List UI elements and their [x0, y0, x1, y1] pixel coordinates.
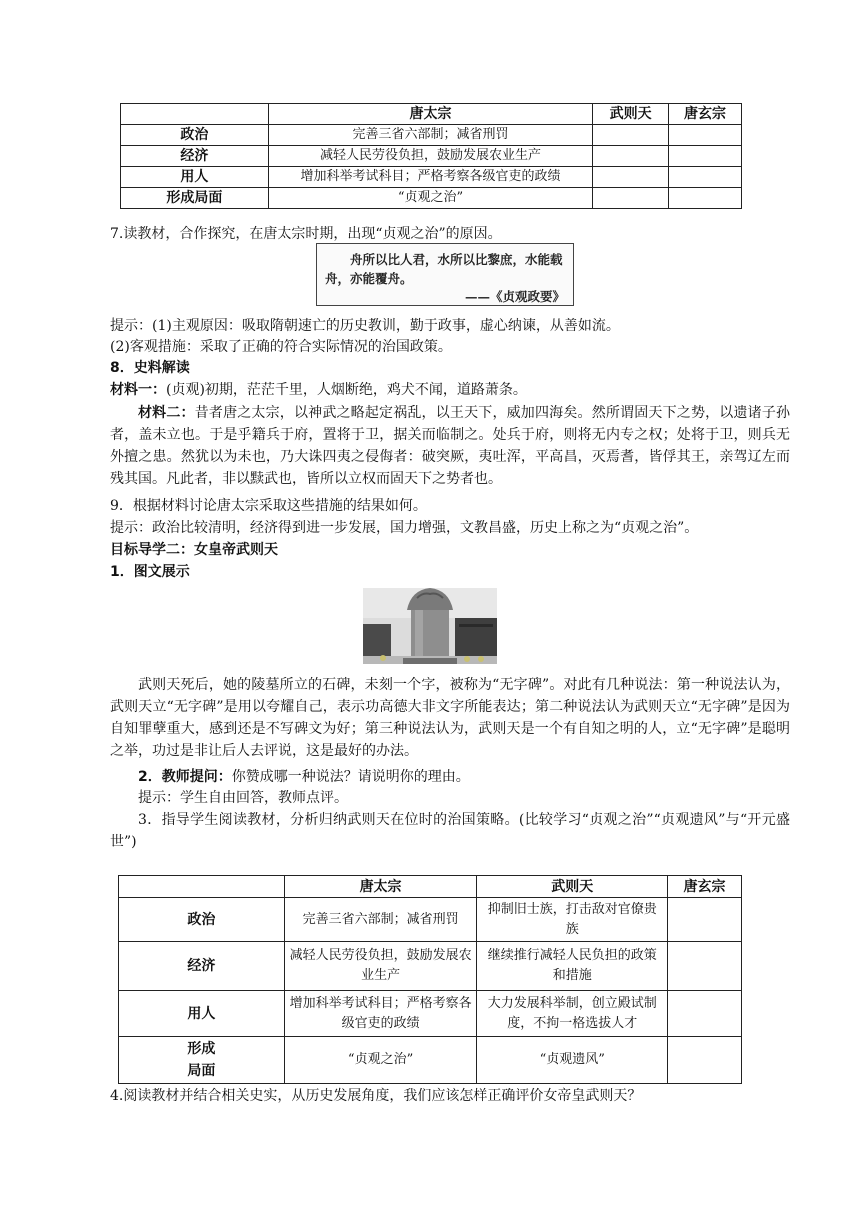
material-2-label: 材料二：: [138, 405, 195, 421]
question-7: 7.读教材，合作探究，在唐太宗时期，出现“贞观之治”的原因。: [110, 226, 502, 242]
cell-taizong: 增加科举考试科目；严格考察各级官吏的政绩: [284, 991, 477, 1037]
material-1-text: (贞观)初期，茫茫千里，人烟断绝，鸡犬不闻，道路萧条。: [166, 382, 527, 398]
table-row: [121, 125, 742, 146]
cell-empty: [669, 146, 742, 167]
table-row: [119, 942, 742, 991]
quote-text: 舟所以比人君，水所以比黎庶，水能载舟，亦能覆舟。: [325, 252, 563, 286]
cell-empty: [593, 188, 669, 209]
quote-box: [316, 243, 574, 306]
header-cell: 唐玄宗: [668, 876, 742, 898]
cell-empty: [668, 991, 742, 1037]
cell-taizong: 减轻人民劳役负担，鼓励发展农业生产: [284, 942, 477, 991]
cell-wu: 继续推行减轻人民负担的政策和措施: [477, 942, 668, 991]
cell-empty: [669, 188, 742, 209]
cell-empty: [668, 898, 742, 942]
cell-taizong: 完善三省六部制；减省刑罚: [268, 125, 592, 146]
cell-taizong: 减轻人民劳役负担，鼓励发展农业生产: [268, 146, 592, 167]
cell-wu: 大力发展科举制，创立殿试制度，不拘一格选拔人才: [477, 991, 668, 1037]
section-3: 3．指导学生阅读教材，分析归纳武则天在位时的治国策略。(比较学习“贞观之治”“贞观遗风”与“开元盛世”): [110, 812, 790, 850]
table-row: [121, 167, 742, 188]
cell-empty: [593, 167, 669, 188]
cell-empty: [669, 125, 742, 146]
cell-empty: [668, 1037, 742, 1084]
table-row: [119, 1037, 742, 1084]
row-label: 用人: [121, 167, 269, 188]
header-cell: 武则天: [593, 104, 669, 125]
section-2: [110, 766, 790, 788]
header-cell: 唐太宗: [284, 876, 477, 898]
section-1-heading: 1．图文展示: [110, 564, 190, 580]
wordless-stele-paragraph: 武则天死后，她的陵墓所立的石碑，未刻一个字，被称为“无字碑”。对此有几种说法：第一种说法认为，武则天立“无字碑”是用以夸耀自己，表示功高德大非文字所能表达；第二种说法认为武则天立“无字碑”是因为自知罪孽重大，感到还是不写碑文为好；第三种说法认为，武则天是一个有自知之明的人，立“无字碑”是聪明之举，功过是非让后人去评说，这是最好的办法。: [110, 677, 790, 759]
hint-section-2: 提示：学生自由回答，教师点评。: [138, 790, 348, 806]
cell-empty: [593, 146, 669, 167]
header-cell: 唐玄宗: [669, 104, 742, 125]
table-header-row: [121, 104, 742, 125]
table-row: [121, 188, 742, 209]
header-cell: [119, 876, 285, 898]
material-2: [110, 402, 790, 490]
hint-7-1: 提示：(1)主观原因：吸取隋朝速亡的历史教训，勤于政事，虚心纳谏，从善如流。: [110, 318, 620, 334]
table-header-row: [119, 876, 742, 898]
row-label-text: 形成局面: [187, 1041, 216, 1079]
material-2-text: 昔者唐之太宗，以神武之略起定祸乱，以王天下，威加四海矣。然所谓固天下之势，以遗诸子孙者，盖未立也。于是乎籍兵于府，置将于卫，据关而临制之。处兵于府，则将无内专之权；处将于卫，则兵无外擅之患。然犹以为未也，乃大诛四夷之侵侮者：破突厥，夷吐浑，平高昌，灭焉耆，皆俘其王，亲驾辽左而残其国。凡此者，非以黩武也，皆所以立权而固天下之势者也。: [110, 405, 791, 487]
row-label: 经济: [121, 146, 269, 167]
header-cell: 唐太宗: [268, 104, 592, 125]
cell-empty: [668, 942, 742, 991]
row-label: 形成局面: [121, 188, 269, 209]
cell-taizong: 完善三省六部制；减省刑罚: [284, 898, 477, 942]
row-label: 政治: [121, 125, 269, 146]
comparison-table-1: [120, 103, 742, 209]
cell-taizong: “贞观之治”: [284, 1037, 477, 1084]
goal-2-heading: 目标导学二：女皇帝武则天: [110, 542, 278, 558]
header-cell: [121, 104, 269, 125]
section-2-text: 你赞成哪一种说法？请说明你的理由。: [231, 769, 470, 785]
section-2-label: 2．教师提问：: [138, 769, 232, 785]
table-row: [119, 991, 742, 1037]
row-label: 用人: [119, 991, 285, 1037]
cell-taizong: “贞观之治”: [268, 188, 592, 209]
stele-image-icon: [363, 588, 497, 664]
cell-wu: 抑制旧士族，打击敌对官僚贵族: [477, 898, 668, 942]
wordless-stele-photo: [363, 588, 497, 664]
quote-source: ——《贞观政要》: [464, 289, 565, 304]
question-8: 8．史料解读: [110, 360, 190, 376]
hint-7-2: (2)客观措施：采取了正确的符合实际情况的治国政策。: [110, 339, 452, 355]
cell-empty: [593, 125, 669, 146]
comparison-table-2: [118, 875, 742, 1084]
cell-wu: “贞观遗风”: [477, 1037, 668, 1084]
hint-9: 提示：政治比较清明，经济得到进一步发展，国力增强，文教昌盛，历史上称之为“贞观之治”。: [110, 520, 699, 536]
table-row: [119, 898, 742, 942]
material-1-label: 材料一：: [110, 382, 166, 398]
row-label: 政治: [119, 898, 285, 942]
question-4: 4.阅读教材并结合相关史实，从历史发展角度，我们应该怎样正确评价女帝皇武则天？: [110, 1088, 642, 1104]
material-1: [110, 380, 790, 400]
row-label: [119, 1037, 285, 1084]
row-label: 经济: [119, 942, 285, 991]
table-row: [121, 146, 742, 167]
header-cell: 武则天: [477, 876, 668, 898]
cell-taizong: 增加科举考试科目；严格考察各级官吏的政绩: [268, 167, 592, 188]
cell-empty: [669, 167, 742, 188]
question-9: 9．根据材料讨论唐太宗采取这些措施的结果如何。: [110, 498, 427, 514]
